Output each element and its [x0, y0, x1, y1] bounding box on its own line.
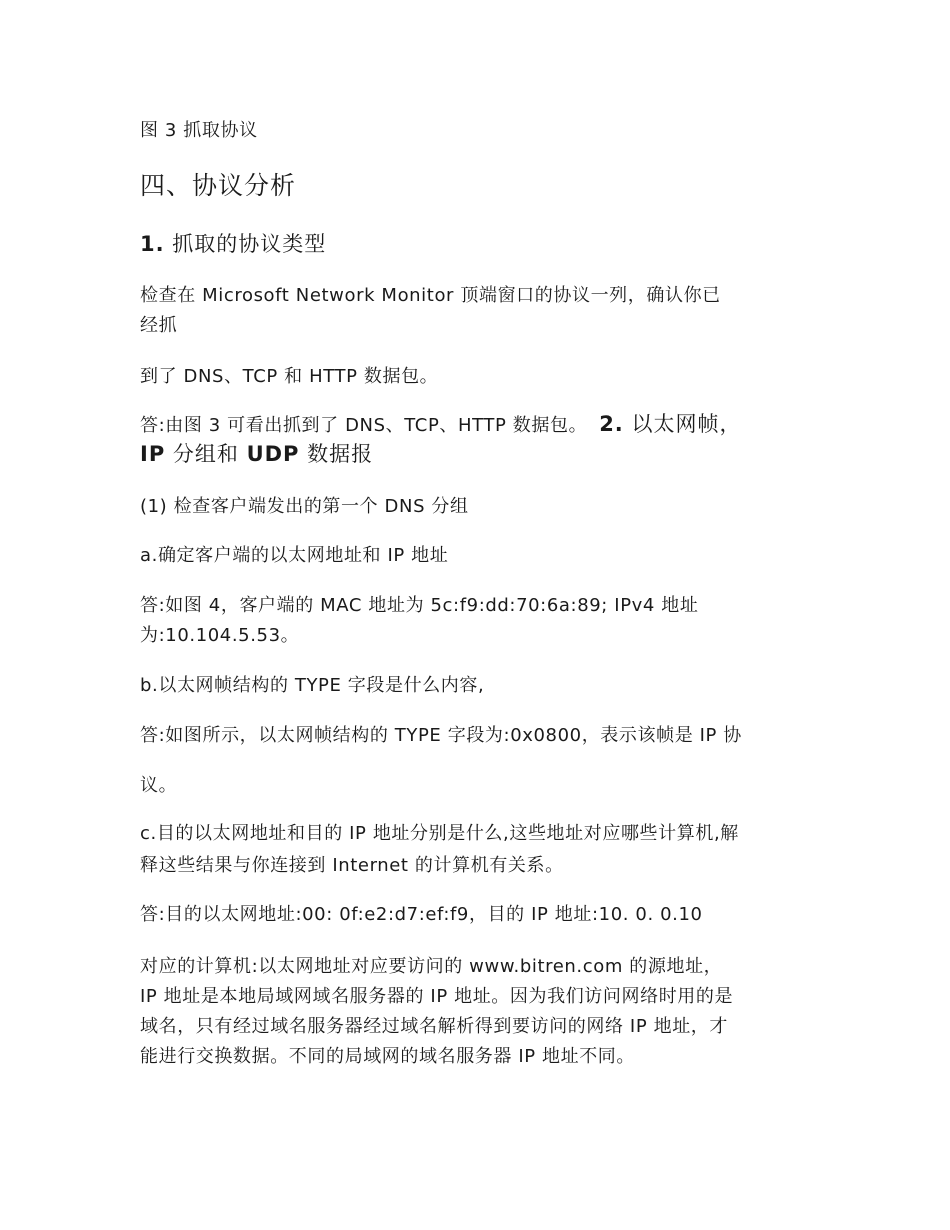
paragraph-line: IP 地址是本地局域网域名服务器的 IP 地址。因为我们访问网络时用的是: [140, 986, 734, 1007]
subsection-heading-1: [140, 229, 820, 259]
paragraph-line: 对应的计算机:以太网地址对应要访问的 www.bitren.com 的源地址，: [140, 956, 723, 977]
subsection-title: 以太网帧，: [623, 412, 742, 436]
question-line: a.确定客户端的以太网地址和 IP 地址: [140, 545, 449, 566]
paragraph-line: 能进行交换数据。不同的局域网的域名服务器 IP 地址不同。: [140, 1046, 636, 1067]
question-line: (1) 检查客户端发出的第一个 DNS 分组: [140, 496, 469, 517]
ip-label: IP: [140, 442, 166, 466]
question-line: b.以太网帧结构的 TYPE 字段是什么内容,: [140, 675, 485, 696]
udp-label: UDP: [246, 442, 300, 466]
section-heading: 四、协议分析: [140, 171, 297, 200]
answer-text: 答:由图 3 可看出抓到了 DNS、TCP、HTTP 数据包。: [140, 415, 588, 436]
paragraph-line: 检查在 Microsoft Network Monitor 顶端窗口的协议一列，确认你已: [140, 285, 721, 306]
paragraph-line: 到了 DNS、TCP 和 HTTP 数据包。: [140, 366, 439, 387]
answer-line: 议。: [140, 775, 178, 796]
subsection-heading-2-cont: [140, 439, 820, 469]
answer-line: 为:10.104.5.53。: [140, 625, 300, 646]
subsection-heading-2: [599, 412, 741, 436]
subsection-title: 数据报: [299, 442, 374, 466]
answer-line: 答:目的以太网地址:00: 0f:e2:d7:ef:f9，目的 IP 地址:10. 0. 0.10: [140, 904, 703, 925]
subsection-title: 分组和: [165, 442, 247, 466]
subsection-title: 抓取的协议类型: [164, 232, 327, 256]
figure-caption: 图 3 抓取协议: [140, 120, 258, 141]
question-line: c.目的以太网地址和目的 IP 地址分别是什么,这些地址对应哪些计算机,解: [140, 823, 739, 844]
answer-line: 答:如图 4，客户端的 MAC 地址为 5c:f9:dd:70:6a:89; IPv4 地址: [140, 595, 699, 616]
subsection-number: 2.: [599, 412, 624, 436]
answer-line: 答:如图所示，以太网帧结构的 TYPE 字段为:0x0800，表示该帧是 IP 协: [140, 725, 742, 746]
paragraph-line: 经抓: [140, 315, 178, 336]
paragraph-line: 域名，只有经过域名服务器经过域名解析得到要访问的网络 IP 地址，才: [140, 1016, 729, 1037]
subsection-number: 1.: [140, 232, 165, 256]
question-line: 释这些结果与你连接到 Internet 的计算机有关系。: [140, 855, 564, 876]
answer-line: [140, 409, 820, 441]
